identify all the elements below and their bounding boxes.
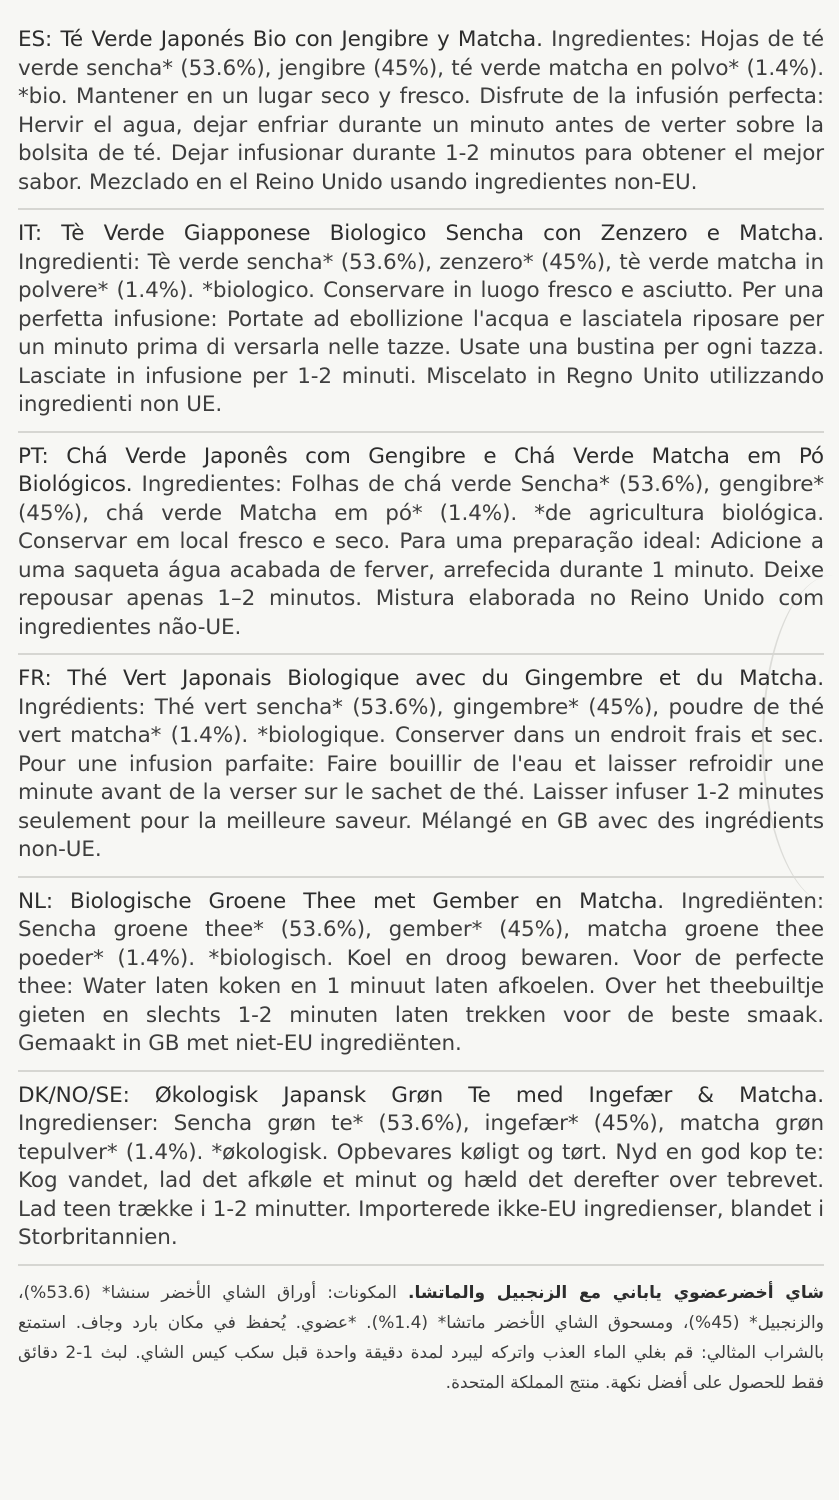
section-body: Ingredienti: Tè verde sencha* (53.6%), zenzero* (45%), tè verde matcha in polvere* (1.4%). *biologico. Conservare in luogo fresco e asciutto. Per una perfetta infusione: Portate ad ebollizione l'acqua e lasciatela riposare per un minuto prima di versarla nelle tazze. Usate una bustina per ogni tazza. Lasciate in infusione per 1-2 minuti. Miscelato in Regno Unito utilizzando ingredienti non UE.	[18, 249, 824, 417]
section-title: DK/NO/SE: Økologisk Japansk Grøn Te med Ingefær & Matcha.	[18, 1082, 824, 1108]
section-title: ES: Té Verde Japonés Bio con Jengibre y Matcha.	[18, 27, 543, 52]
section-portuguese	[18, 431, 824, 654]
section-spanish	[18, 14, 824, 208]
section-title: شاي أخضرعضوي ياباني مع الزنجبيل والماتشا.	[407, 1282, 824, 1303]
section-title: IT: Tè Verde Giapponese Biologico Sencha con Zenzero e Matcha.	[18, 221, 824, 246]
section-italian	[18, 208, 824, 431]
section-body: Ingrediënten: Sencha groene thee* (53.6%), gember* (45%), matcha groene thee poeder* (1.4%). *biologisch. Koel en droog bewaren. Voor de perfecte thee: Water laten koken en 1 minuut laten afkoelen. Over het theebuiltje gieten en slechts 1-2 minuten laten trekken voor de beste smaak. Gemaakt in GB met niet-EU ingrediënten.	[18, 888, 824, 1056]
section-title: FR: Thé Vert Japonais Biologique avec du Gingembre et du Matcha.	[18, 666, 824, 691]
section-title: PT: Chá Verde Japonês com Gengibre e Chá Verde Matcha em Pó Biológicos.	[18, 443, 824, 497]
section-french	[18, 653, 824, 876]
ingredients-text-panel	[18, 14, 824, 1409]
section-title: NL: Biologische Groene Thee met Gember en Matcha.	[18, 888, 665, 914]
section-arabic	[18, 1264, 824, 1409]
section-body: المكونات: أوراق الشاي الأخضر سنشا* (53.6%)، والزنجبيل* (45%)، ومسحوق الشاي الأخضر ماتشا* (1.4%). *عضوي. يُحفظ في مكان بارد وجاف. استمتع بالشراب المثالي: قم بغلي الماء العذب واتركه ليبرد لمدة دقيقة واحدة قبل سكب كيس الشاي. لبث 1-2 دقائق فقط للحصول على أفضل نكهة. منتج المملكة المتحدة.	[18, 1282, 824, 1393]
section-body: Ingredienser: Sencha grøn te* (53.6%), ingefær* (45%), matcha grøn tepulver* (1.4%). *økologisk. Opbevares køligt og tørt. Nyd en god kop te: Kog vandet, lad det afkøle et minut og hæld det derefter over tebrevet. Lad teen trække i 1-2 minutter. Importerede ikke-EU ingredienser, blandet i Storbritannien.	[18, 1111, 824, 1250]
section-body: Ingredientes: Folhas de chá verde Sencha* (53.6%), gengibre* (45%), chá verde Matcha em pó* (1.4%). *de agricultura biológica. Conservar em local fresco e seco. Para uma preparação ideal: Adicione a uma saqueta água acabada de ferver, arrefecida durante 1 minuto. Deixe repousar apenas 1–2 minutos. Mistura elaborada no Reino Unido com ingredientes não-UE.	[18, 472, 824, 640]
section-scandinavian	[18, 1070, 824, 1264]
section-body: Ingrédients: Thé vert sencha* (53.6%), gingembre* (45%), poudre de thé vert matcha* (1.4%). *biologique. Conserver dans un endroit frais et sec. Pour une infusion parfaite: Faire bouillir de l'eau et laisser refroidir une minute avant de la verser sur le sachet de thé. Laisser infuser 1-2 minutes seulement pour la meilleure saveur. Mélangé en GB avec des ingrédients non-UE.	[18, 694, 824, 862]
section-body: Ingredientes: Hojas de té verde sencha* (53.6%), jengibre (45%), té verde matcha en polvo* (1.4%). *bio. Mantener en un lugar seco y fresco. Disfrute de la infusión perfecta: Hervir el agua, dejar enfriar durante un minuto antes de verter sobre la bolsita de té. Dejar infusionar durante 1-2 minutos para obtener el mejor sabor. Mezclado en el Reino Unido usando ingredientes non-EU.	[18, 27, 824, 195]
section-dutch	[18, 876, 824, 1070]
